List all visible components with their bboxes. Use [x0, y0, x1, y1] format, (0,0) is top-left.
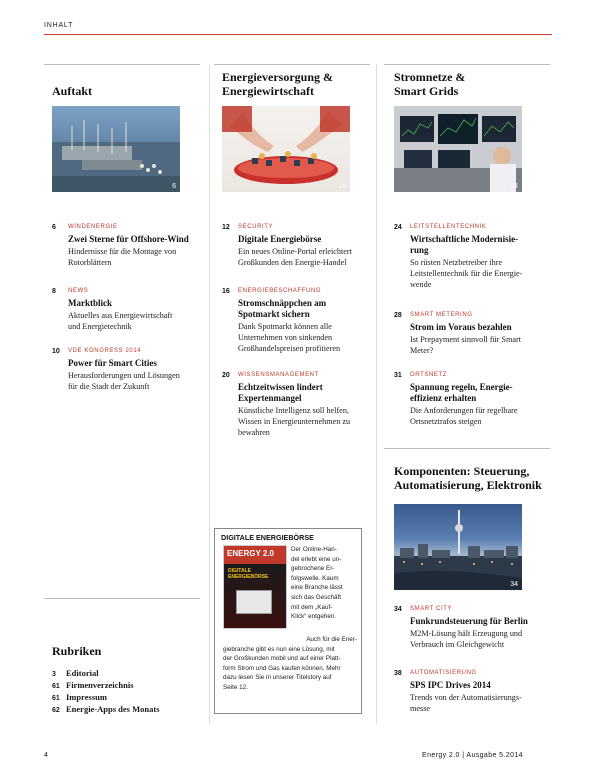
entry-title: SPS IPC Drives 2014 [410, 680, 491, 690]
entry-description-line: Die Anforderungen für regelbare [410, 406, 518, 415]
entry-description-line: Herausforderungen und Lösungen [68, 371, 180, 380]
entry-page-number: 10 [52, 348, 60, 355]
harbor-photo[interactable] [52, 106, 180, 192]
toc-entry[interactable] [394, 606, 550, 654]
entry-description-line: Rotorblättern [68, 258, 112, 267]
rubrik-item[interactable] [52, 692, 107, 704]
entry-kicker: LEITSTELLENTECHNIK [410, 224, 487, 230]
entry-title: Zwei Sterne für Offshore-Wind [68, 234, 189, 244]
entry-kicker: WISSENSMANAGEMENT [238, 372, 319, 378]
box-text-line: del erlebt eine un- [291, 555, 342, 563]
box-text-line: der Großkunden mobil und auf einer Platt- [223, 655, 341, 663]
entry-title: Spotmarkt sichern [238, 309, 310, 319]
entry-description-line: Wissen in Energieunternehmen zu [238, 417, 351, 426]
rubrik-label: Impressum [66, 692, 107, 702]
toc-entry[interactable] [222, 288, 372, 360]
entry-title: Echtzeitwissen lindert [238, 382, 323, 392]
entry-description-line: Leitstellentechnik für die Energie- [410, 269, 523, 278]
entry-description-line: Ist Prepayment sinnvoll für Smart [410, 335, 521, 344]
box-text-line: Klick“ entgehen. [291, 613, 337, 621]
section-label: INHALT [44, 22, 74, 29]
entry-kicker: SMART METERING [410, 312, 473, 318]
entry-description-line: messe [410, 704, 431, 713]
section-title-auftakt: Auftakt [52, 84, 93, 98]
section-title-komponenten [394, 464, 542, 492]
section-title-line: Komponenten: Steuerung, [394, 464, 530, 478]
box-text-line: giebranche gibt es nun eine Lösung, mit [223, 645, 335, 653]
section-title-line: Smart Grids [394, 84, 459, 98]
entry-kicker: SECURITY [238, 224, 274, 230]
entry-description-line: bewahren [238, 428, 270, 437]
entry-description-line: Künstliche Intelligenz soll helfen, [238, 406, 349, 415]
entry-kicker: NEWS [68, 288, 89, 294]
rubrik-item[interactable] [52, 704, 160, 716]
box-text-line: folgswelle. Kaum [291, 574, 339, 582]
section-title-energieversorgung [222, 70, 333, 98]
entry-description-line: Ortsnetztrafos steigen [410, 417, 482, 426]
column-rule [214, 64, 370, 65]
image-page-number: 24 [510, 183, 518, 190]
entry-description-line: und Energietechnik [68, 322, 132, 331]
toc-entry[interactable] [394, 312, 550, 360]
entry-title: Digitale Energiebörse [238, 234, 322, 244]
entry-description-line: Hindernisse für die Montage von [68, 247, 177, 256]
box-text-line: Auch für die Ener- [306, 636, 357, 643]
entry-description-line: Meter? [410, 346, 434, 355]
entry-description-line: Großkunden den Energie-Handel [238, 258, 347, 267]
column-rule [384, 64, 550, 65]
toc-entry[interactable] [52, 348, 202, 398]
entry-page-number: 16 [222, 288, 230, 295]
entry-page-number: 12 [222, 224, 230, 231]
rubrik-page-number: 61 [52, 683, 60, 690]
box-text-line: Seite 12. [223, 683, 248, 691]
cover-teaser-box[interactable] [214, 528, 362, 714]
entry-page-number: 38 [394, 670, 402, 677]
box-text-line: mit dem „Kauf- [291, 603, 333, 611]
entry-description-line: Verbrauch im Gleichgewicht [410, 640, 505, 649]
section-title-line: Energieversorgung & [222, 70, 333, 84]
entry-description-line: Dank Spotmarkt können alle [238, 322, 332, 331]
entry-kicker: SMART CITY [410, 606, 453, 612]
entry-title: Wirtschaftliche Modernisie- [410, 234, 519, 244]
entry-title: Spannung regeln, Energie- [410, 382, 513, 392]
cover-tablet-graphic [236, 590, 272, 614]
entry-description-line: Aktuelles aus Energiewirtschaft [68, 311, 173, 320]
entry-page-number: 31 [394, 372, 402, 379]
header-rule [44, 34, 552, 35]
section-title-line: Automatisierung, Elektronik [394, 478, 542, 492]
control-room-photo[interactable] [394, 106, 522, 192]
toc-entry[interactable] [52, 224, 202, 284]
entry-title: Stromschnäppchen am [238, 298, 327, 308]
entry-kicker: WINDENERGIE [68, 224, 118, 230]
section-title-line: Stromnetze & [394, 70, 466, 84]
cover-headline: DIGITALE ENERGIEBÖRSE [228, 568, 269, 580]
entry-kicker: ENERGIEBESCHAFFUNG [238, 288, 322, 294]
rubrik-label: Firmenverzeichnis [66, 680, 134, 690]
magazine-cover-thumbnail [223, 545, 287, 629]
entry-kicker: AUTOMATISIERUNG [410, 670, 477, 676]
entry-page-number: 24 [394, 224, 402, 231]
section-title-rubriken: Rubriken [52, 644, 102, 658]
entry-description-line: Ein neues Online-Portal erleichtert [238, 247, 352, 256]
entry-page-number: 28 [394, 312, 402, 319]
entry-description-line: Großhandelspreisen profitieren [238, 344, 341, 353]
box-text-line: gebrochene Er- [291, 565, 335, 573]
toc-entry[interactable] [394, 372, 550, 432]
issue-line: Energy 2.0 | Ausgabe 5.2014 [422, 752, 523, 759]
column-rule [44, 598, 200, 599]
toc-entry[interactable] [394, 224, 550, 296]
image-page-number: 6 [172, 183, 176, 190]
toc-entry[interactable] [52, 288, 202, 338]
box-text-line: form Strom und Gas kaufen können. Mehr [223, 664, 341, 672]
rubrik-item[interactable] [52, 668, 99, 680]
column-rule [384, 448, 550, 449]
box-text-line: dazu lesen Sie in unserer Titelstory auf [223, 674, 332, 682]
box-text-line: eine Branche lässt [291, 584, 343, 592]
cover-masthead: ENERGY 2.0 [227, 549, 274, 558]
entry-page-number: 8 [52, 288, 56, 295]
rubrik-page-number: 3 [52, 671, 56, 678]
column-divider [209, 64, 210, 724]
entry-description-line: wende [410, 280, 432, 289]
entry-title: Strom im Voraus bezahlen [410, 322, 512, 332]
page-number: 4 [44, 752, 48, 759]
toc-entry[interactable] [222, 372, 372, 444]
rubrik-page-number: 61 [52, 695, 60, 702]
entry-title: effizienz erhalten [410, 393, 477, 403]
entry-description-line: So rüsten Netzbetreiber ihre [410, 258, 503, 267]
berlin-skyline-photo[interactable] [394, 504, 522, 590]
entry-title: Marktblick [68, 298, 112, 308]
column-divider [376, 64, 377, 724]
box-text-full [223, 635, 357, 693]
section-title-line: Energiewirtschaft [222, 84, 314, 98]
entry-page-number: 34 [394, 606, 402, 613]
rubrik-item[interactable] [52, 680, 134, 692]
entry-kicker: ORTSNETZ [410, 372, 448, 378]
trading-hands-photo[interactable] [222, 106, 350, 192]
image-page-number: 16 [338, 183, 346, 190]
entry-description-line: für die Stadt der Zukunft [68, 382, 150, 391]
image-page-number: 34 [510, 581, 518, 588]
toc-entry[interactable] [222, 224, 372, 272]
box-text-line: Der Online-Han- [291, 546, 337, 553]
entry-title: Expertenmangel [238, 393, 302, 403]
entry-kicker: VDE KONGRESS 2014 [68, 348, 142, 354]
entry-description-line: M2M-Lösung hält Erzeugung und [410, 629, 523, 638]
entry-title: Funkrundsteuerung für Berlin [410, 616, 528, 626]
entry-description-line: Trends von der Automatisierungs- [410, 693, 522, 702]
entry-title: rung [410, 245, 429, 255]
entry-page-number: 20 [222, 372, 230, 379]
entry-page-number: 6 [52, 224, 56, 231]
entry-description-line: Unternehmen von sinkenden [238, 333, 333, 342]
box-title: DIGITALE ENERGIEBÖRSE [221, 533, 314, 542]
toc-entry[interactable] [394, 670, 550, 718]
section-title-stromnetze [394, 70, 465, 98]
column-rule [44, 64, 200, 65]
box-text-line: sich das Geschäft [291, 593, 342, 601]
entry-title: Power für Smart Cities [68, 358, 157, 368]
rubrik-label: Energie-Apps des Monats [66, 704, 160, 714]
box-text-right [291, 545, 357, 622]
rubrik-label: Editorial [66, 668, 99, 678]
rubrik-page-number: 62 [52, 707, 60, 714]
